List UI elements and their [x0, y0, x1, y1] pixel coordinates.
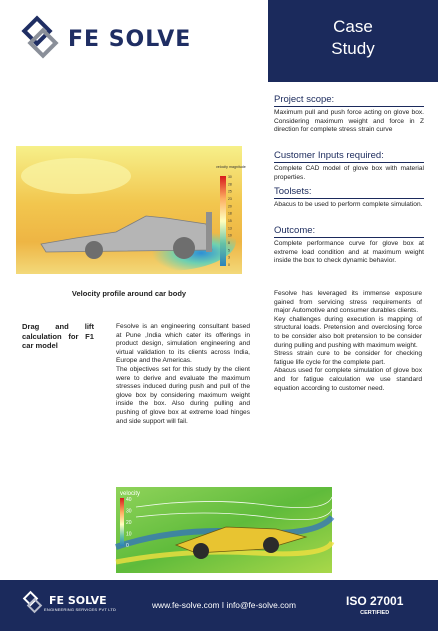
legend-tick-label: 23 — [228, 197, 232, 201]
legend-tick-label: 0 — [228, 263, 230, 267]
outcome-title: Outcome: — [274, 225, 424, 238]
brand-name: FE SOLVE — [68, 26, 192, 52]
rear-wheel — [173, 237, 195, 259]
outcome-body: Complete performance curve for glove box at extreme load condition and at maximum weight inside the box to check dynamic behavior. — [274, 240, 424, 265]
customer-inputs-title: Customer Inputs required: — [274, 150, 424, 163]
intro-paragraph-1: Fesolve is an engineering consultant based at Pune ,India which cater its offerings in product design, simulation engineering and virtual validation to its clients across India, Europe and the Americas. — [116, 323, 250, 365]
bottom-legend-tick-label: 30 — [126, 508, 132, 515]
challenges-paragraph-4: Abacus used for complete simulation of glove box and for fatigue calculation we use standard equation according to customer need. — [274, 367, 422, 392]
toolsets-section — [274, 186, 424, 210]
bottom-legend-title: velocity — [120, 491, 141, 497]
challenges-paragraph-3: Stress strain cure to be consider for checking fatigue life cycle for the complete part. — [274, 350, 422, 366]
legend-tick-label: 8 — [228, 241, 230, 245]
legend-tick-label: 10 — [228, 233, 232, 238]
challenges-paragraph-2: Key challenges during execution is mapping of structural loads. Pretension and overclosing force to be consider also bolt pretension to be consider during pulling and pushing with maximum weight. — [274, 315, 422, 349]
bottom-legend-tick-label: 0 — [126, 543, 129, 549]
bottom-legend-tick-label: 40 — [126, 497, 132, 503]
front-wheel — [85, 241, 103, 259]
legend-title: velocity magnitude — [216, 165, 246, 169]
footer-brand-name: FE SOLVE — [49, 593, 107, 607]
legend-tick-label: 3 — [228, 255, 230, 260]
customer-inputs-section — [274, 150, 424, 182]
bottom-legend-tick-label: 10 — [126, 531, 132, 538]
outcome-section — [274, 225, 424, 266]
case-label: Case — [333, 17, 373, 36]
legend-tick-label: 18 — [228, 211, 232, 216]
side-title: Drag and lift calculation for F1 car model — [22, 322, 94, 350]
footer-bar — [0, 580, 438, 631]
velocity-profile-image — [16, 146, 246, 274]
challenges-paragraph-1: Fesolve has leveraged its immense exposure gained from servicing stress requirements of major Automotive and consumer durables clients. — [274, 290, 422, 315]
footer-logo-icon — [22, 592, 44, 614]
legend-tick-label: 15 — [228, 219, 232, 223]
project-scope-title: Project scope: — [274, 94, 424, 107]
customer-inputs-body: Complete CAD model of glove box with material properties. — [274, 165, 424, 181]
project-scope-body: Maximum pull and push force acting on glove box. Considering maximum weight and force in Z direction for complete stress strain curve — [274, 109, 424, 134]
f1-velocity-image — [116, 487, 332, 573]
challenges-text — [274, 290, 422, 393]
intro-paragraph-2: The objectives set for this study by the client were to derive and evaluate the maximum stresses induced during push and pull of the glove box by considering maximum weight inside the box. Also during pulling and pushing of glove box at extreme load hinges and side support will fail. — [116, 365, 250, 425]
iso-certified: CERTIFIED — [360, 610, 390, 616]
bottom-legend-bar — [120, 498, 124, 546]
color-legend-bar — [220, 176, 226, 266]
iso-badge — [346, 594, 403, 616]
legend-tick-label: 25 — [228, 189, 232, 194]
toolsets-body: Abacus to be used to perform complete simulation. — [274, 201, 423, 208]
legend-tick-label: 20 — [228, 204, 232, 209]
fe-solve-logo-icon — [20, 19, 60, 59]
case-study-banner — [268, 0, 438, 82]
legend-tick-label: 28 — [228, 182, 232, 187]
footer-logo — [22, 592, 116, 614]
intro-text — [116, 323, 250, 426]
figure-caption: Velocity profile around car body — [71, 289, 187, 298]
legend-tick-label: 13 — [228, 226, 232, 231]
footer-brand-sub: ENGINEERING SERVICES PVT LTD — [44, 606, 117, 612]
iso-label: ISO 27001 — [346, 594, 404, 608]
bottom-legend-tick-label: 20 — [126, 520, 132, 526]
legend-tick-label: 30 — [228, 175, 232, 179]
legend-tick-label: 5 — [228, 248, 230, 253]
project-scope-section — [274, 94, 424, 135]
brand-logo — [20, 16, 230, 62]
study-label: Study — [331, 39, 375, 58]
footer-contact[interactable]: www.fe-solve.com I info@fe-solve.com — [152, 600, 296, 610]
toolsets-title: Toolsets: — [274, 186, 424, 199]
